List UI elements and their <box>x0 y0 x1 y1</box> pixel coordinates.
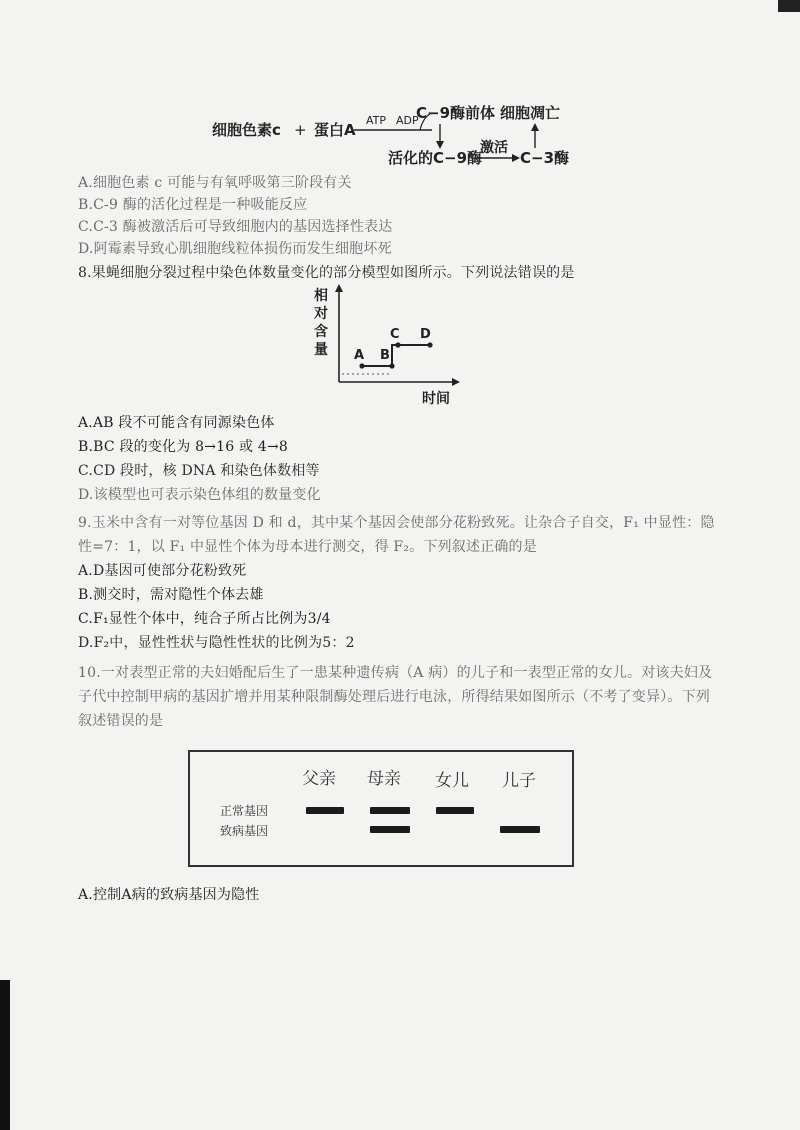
graph-xlabel: 时间 <box>422 391 450 406</box>
q9-stem-line2: 性=7：1，以 F₁ 中显性个体为母本进行测交，得 F₂。下列叙述正确的是 <box>78 539 537 555</box>
q8-option-d: D.该模型也可表示染色体组的数量变化 <box>78 487 321 503</box>
ylabel-char-3: 含 <box>314 324 328 340</box>
electrophoresis-figure <box>188 750 574 867</box>
gel-col-mother: 母亲 <box>367 769 401 789</box>
gel-row-normal: 正常基因 <box>220 804 269 818</box>
q7-option-b: B.C-9 酶的活化过程是一种吸能反应 <box>78 197 308 213</box>
q8-option-b: B.BC 段的变化为 8→16 或 4→8 <box>78 439 288 455</box>
protein-a-label: 蛋白A <box>314 121 356 139</box>
band-father-normal <box>306 807 344 814</box>
atp-label: ATP <box>366 114 387 127</box>
q8-option-c: C.CD 段时，核 DNA 和染色体数相等 <box>78 463 320 479</box>
band-mother-normal <box>370 807 410 814</box>
q8-option-a: A.AB 段不可能含有同源染色体 <box>78 415 275 431</box>
activate-label: 激活 <box>480 140 508 156</box>
ylabel-char-4: 量 <box>314 342 328 358</box>
c9-precursor-label: C−9酶前体 <box>416 104 496 122</box>
q8-stem: 8.果蝇细胞分裂过程中染色体数量变化的部分模型如图所示。下列说法错误的是 <box>78 265 575 281</box>
graph-ylabel <box>313 287 333 358</box>
q9-option-d: D.F₂中，显性性状与隐性性状的比例为5：2 <box>78 635 355 651</box>
ylabel-char-2: 对 <box>314 306 328 322</box>
adp-label: ADP <box>396 114 419 127</box>
band-daughter-normal <box>436 807 474 814</box>
point-a: A <box>354 348 365 363</box>
q9-stem-line1: 9.玉米中含有一对等位基因 D 和 d，其中某个基因会使部分花粉致死。让杂合子自交，F₁ 中显性：隐 <box>78 515 715 531</box>
band-son-disease <box>500 826 540 833</box>
q10-stem-line3: 叙述错误的是 <box>78 713 164 729</box>
q7-option-a: A.细胞色素 c 可能与有氧呼吸第三阶段有关 <box>78 175 352 191</box>
activated-c9-label: 活化的C−9酶 <box>388 149 483 167</box>
q10-option-a: A.控制A病的致病基因为隐性 <box>78 887 260 903</box>
gel-row-disease: 致病基因 <box>220 824 269 838</box>
c3-label: C−3酶 <box>520 149 570 167</box>
curve <box>362 345 430 366</box>
gel-col-son: 儿子 <box>502 771 536 791</box>
q7-option-d: D.阿霉素导致心肌细胞线粒体损伤而发生细胞坏死 <box>78 241 392 257</box>
band-mother-disease <box>370 826 410 833</box>
scan-corner <box>778 0 800 12</box>
q9-option-a: A.D基因可使部分花粉致死 <box>78 563 247 579</box>
q10-stem-line2: 子代中控制甲病的基因扩增并用某种限制酶处理后进行电泳，所得结果如图所示（不考了变异）。下列 <box>78 689 710 705</box>
q7-option-c: C.C-3 酶被激活后可导致细胞内的基因选择性表达 <box>78 219 393 235</box>
q9-option-c: C.F₁显性个体中，纯合子所占比例为3/4 <box>78 611 331 627</box>
apoptosis-label: 细胞凋亡 <box>500 104 561 122</box>
gel-col-father: 父亲 <box>302 769 336 789</box>
gel-col-daughter: 女儿 <box>435 771 469 791</box>
point-d: D <box>420 327 431 342</box>
ylabel-char-1: 相 <box>314 288 328 304</box>
point-c: C <box>390 327 400 342</box>
q9-option-b: B.测交时，需对隐性个体去雄 <box>78 587 264 603</box>
plus-sign: + <box>294 121 307 139</box>
q10-stem-line1: 10.一对表型正常的夫妇婚配后生了一患某种遗传病（A 病）的儿子和一表型正常的女儿。对该夫妇及 <box>78 665 713 681</box>
point-b: B <box>380 348 390 363</box>
scan-edge <box>0 980 10 1130</box>
cyto-c-label: 细胞色素c <box>212 121 281 139</box>
chromosome-graph <box>310 282 470 406</box>
pathway-diagram <box>210 96 580 170</box>
